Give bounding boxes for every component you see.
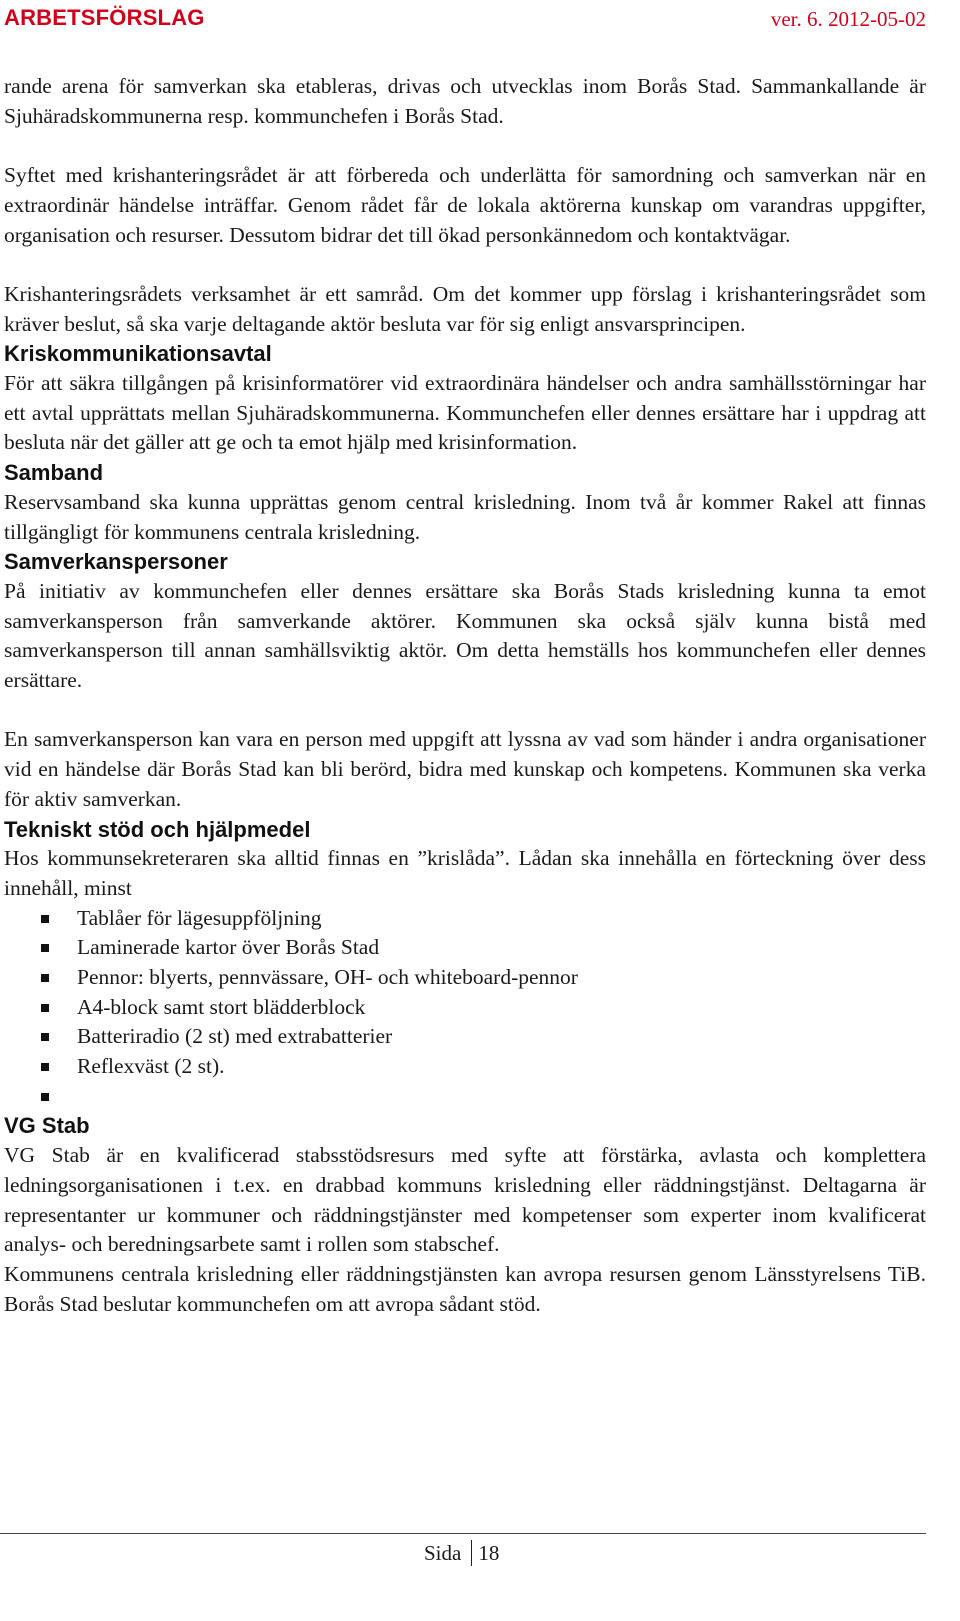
footer-divider: [0, 1533, 926, 1534]
list-item-text: Pennor: blyerts, pennvässare, OH- och whiteboard-pennor: [77, 965, 578, 990]
list-item: [4, 963, 926, 993]
list-item: [4, 1082, 926, 1112]
paragraph: Reservsamband ska kunna upprättas genom central krisledning. Inom två år kommer Rakel att finnas tillgängligt för kommunens centrala krisledning.: [4, 489, 926, 544]
bullet-icon: [41, 915, 49, 923]
paragraph: En samverkansperson kan vara en person med uppgift att lyssna av vad som händer i andra organisationer vid en händelse där Borås Stad kan bli berörd, bidra med kunskap och kompetens. Kommunen ska verka för aktiv samverkan.: [4, 727, 926, 811]
footer-separator: [471, 1540, 472, 1566]
list-item: [4, 1052, 926, 1082]
bullet-icon: [41, 944, 49, 952]
paragraph: VG Stab är en kvalificerad stabsstödsresurs med syfte att förstärka, avlasta och komplettera ledningsorganisationen i t.ex. en drabbad kommuns krisledning eller räddningstjänst. Deltagarna är representanter ur kommuner och räddningstjänster med kompetenser som experter inom kvalificerat analys- och beredningsarbete samt i rollen som stabschef.: [4, 1143, 926, 1257]
list-item-text: Batteriradio (2 st) med extrabatterier: [77, 1024, 393, 1049]
paragraph: På initiativ av kommunchefen eller dennes ersättare ska Borås Stads krisledning kunna ta emot samverkansperson från samverkande aktörer. Kommunen ska också själv kunna bistå med samverkansperson till annan samhällsviktig aktör. Om detta hemställs hos kommunchefen eller dennes ersättare.: [4, 578, 926, 693]
list-item-text: Laminerade kartor över Borås Stad: [77, 935, 380, 960]
list-item-text: Reflexväst (2 st).: [77, 1054, 225, 1079]
page-header: [4, 3, 926, 37]
list-item: [4, 993, 926, 1023]
bullet-icon: [41, 1004, 49, 1012]
list-item: [4, 933, 926, 963]
list-item: [4, 904, 926, 934]
paragraph: Syftet med krishanteringsrådet är att förbereda och underlätta för samordning och samverkan när en extraordinär händelse inträffar. Genom rådet får de lokala aktörerna kunskap om varandras uppgifter, organisation och resurser. Dessutom bidrar det till ökad personkännedom och kontaktvägar.: [4, 163, 926, 247]
section-heading: Kriskommunikationsavtal: [4, 341, 272, 367]
bullet-icon: [41, 974, 49, 982]
bullet-icon: [41, 1093, 49, 1101]
section-heading: Samband: [4, 460, 104, 486]
document-body: [4, 72, 926, 1319]
list-item-text: Tablåer för lägesuppföljning: [77, 905, 322, 930]
page-number: 18: [478, 1541, 500, 1565]
bullet-list: [4, 904, 926, 1112]
section-heading: VG Stab: [4, 1113, 90, 1139]
document-version: ver. 6. 2012-05-02: [770, 7, 926, 31]
page-footer: [424, 1539, 499, 1567]
paragraph: rande arena för samverkan ska etableras, drivas och utvecklas inom Borås Stad. Sammankallande är Sjuhäradskommunerna resp. kommunchefen i Borås Stad.: [4, 74, 926, 128]
paragraph: För att säkra tillgången på krisinformatörer vid extraordinära händelser och andra samhällsstörningar har ett avtal upprättats mellan Sjuhäradskommunerna. Kommunchefen eller dennes ersättare har i uppdrag att besluta när det gäller att ge och ta emot hjälp med krisinformation.: [4, 371, 926, 455]
paragraph: Krishanteringsrådets verksamhet är ett samråd. Om det kommer upp förslag i krishanteringsrådet som kräver beslut, så ska varje deltagande aktör besluta var för sig enligt ansvarsprincipen.: [4, 281, 926, 336]
paragraph: Hos kommunsekreteraren ska alltid finnas en ”krislåda”. Lådan ska innehålla en förteckning över dess innehåll, minst: [4, 846, 926, 900]
section-heading: Tekniskt stöd och hjälpmedel: [4, 816, 311, 842]
list-item: [4, 1022, 926, 1052]
list-item-text: A4-block samt stort blädderblock: [77, 994, 366, 1019]
section-heading: Samverkanspersoner: [4, 549, 228, 575]
document-status: ARBETSFÖRSLAG: [4, 5, 205, 30]
bullet-icon: [41, 1063, 49, 1071]
paragraph: Kommunens centrala krisledning eller räddningstjänsten kan avropa resursen genom Länsstyrelsens TiB. Borås Stad beslutar kommunchefen om att avropa sådant stöd.: [4, 1261, 926, 1316]
bullet-icon: [41, 1033, 49, 1041]
page-label: Sida: [424, 1541, 462, 1565]
